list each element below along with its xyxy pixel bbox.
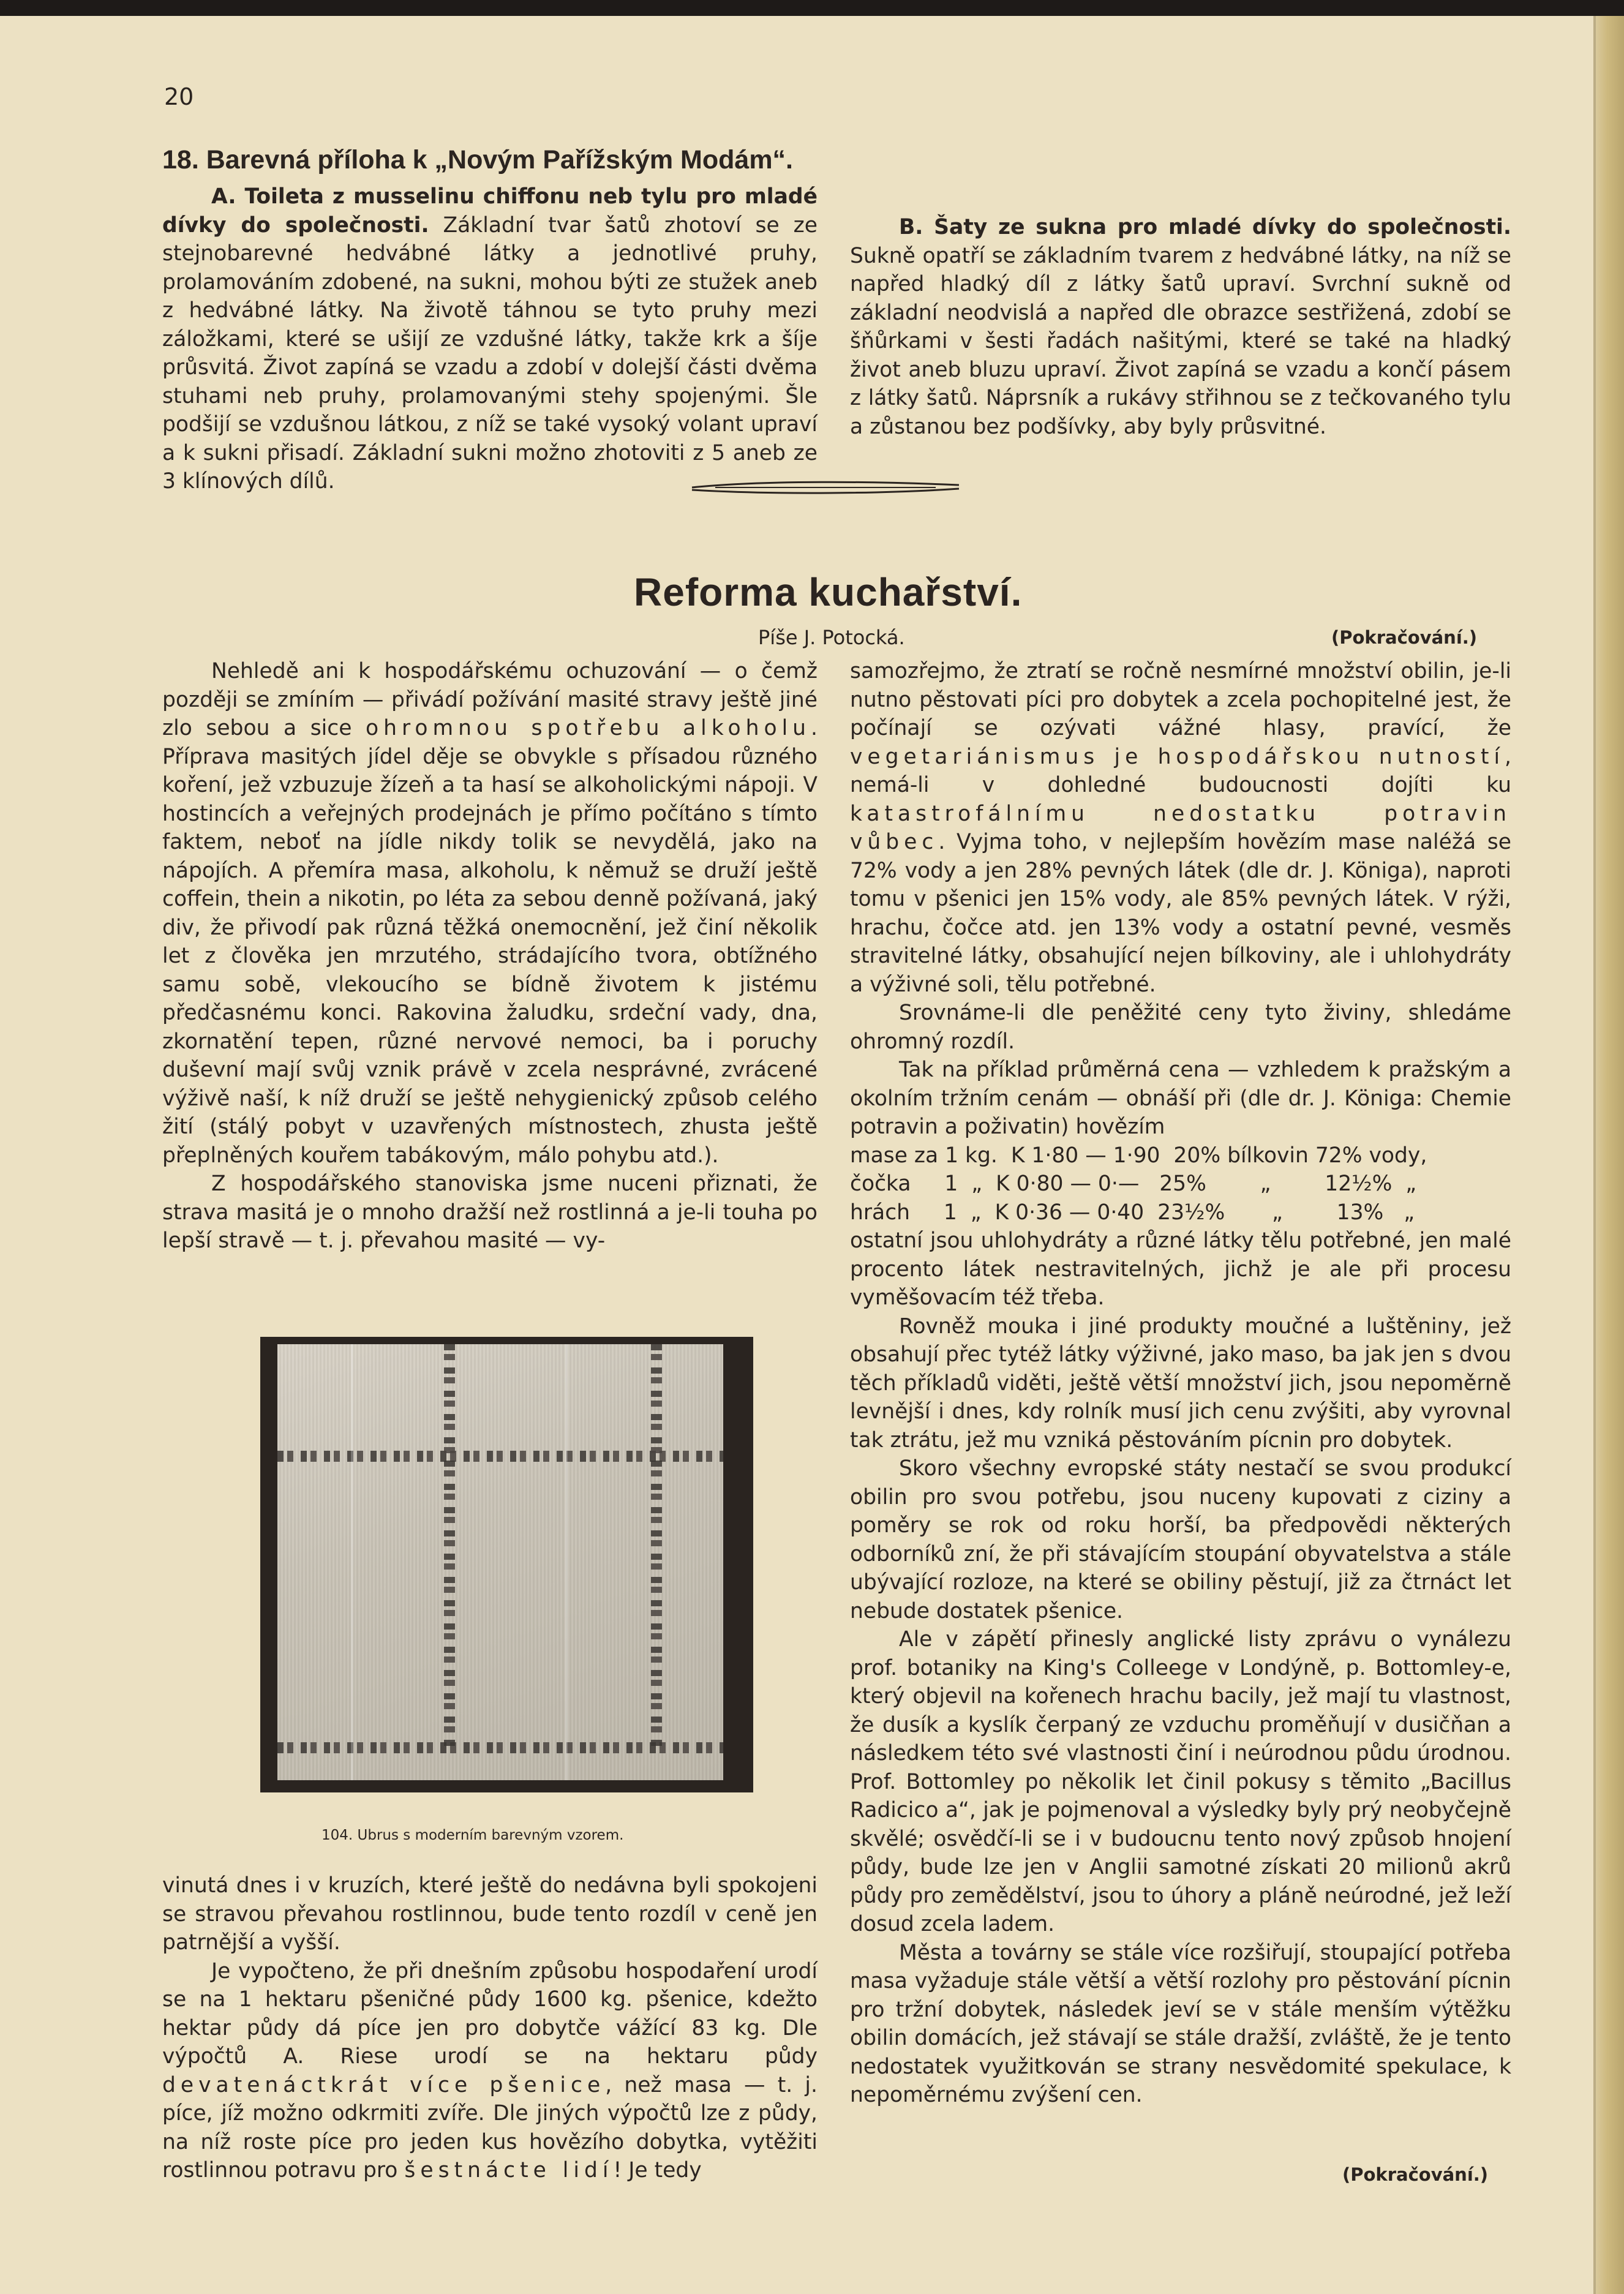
price-table-row: hrách 1 „ K 0·36 — 0·40 23½% „ 13% „ (850, 1200, 1415, 1225)
spaced-emphasis: ohromnou spotřebu alkoholu (366, 716, 811, 740)
right-paragraph-4: Rovněž mouka i jiné produkty moučné a luštěniny, jež obsahují přec tytéž látky výživné, jako maso, ba jak jen s dvou těch příkladů viděti, ještě větší množství jich, jsou nepoměrně levnější i dnes, kdy rolník musí jich cenu zvýšiti, aby vyrovnal tak ztrátu, jež mu vzniká pěstováním pícnin pro dobytek. (850, 1314, 1511, 1453)
left-paragraph-1 (162, 657, 818, 1170)
right-paragraph-7: Města a továrny se stále více rozšiřují, stoupající potřeba masa vyžaduje stále větší a větší rozlohy pro pěstování pícnin pro tržní dobytek, následek jeví se v stále menším výtěžku obilin domácích, jež stávají se stále dražší, zvláště, že je tento nedostatek využitkován se strany nesvědomité spekulace, k nepoměrnému zvýšení cen. (850, 1940, 1511, 2107)
right-paragraph-2: Srovnáme-li dle peněžité ceny tyto živiny, shledáme ohromný rozdíl. (850, 1001, 1511, 1054)
item-b-text: Sukně opatří se základním tvarem z hedvábné látky, na níž se napřed hladký díl z látky šatů upraví. Svrchní sukně od základní neodvislá a napřed dle obrazce sestřižená, zdobí se šňůrkami v šesti řadách našitými, které se také na hladký život aneb bluzu upraví. Život zapíná se vzadu a končí pásem z látky šatů. Náprsník a rukávy střihnou se z tečkovaného tylu a zůstanou bez podšívky, aby byly průsvitné. (850, 243, 1511, 439)
price-table (850, 1141, 1511, 1227)
embroidery-band (444, 1344, 455, 1748)
left-paragraph-2: Z hospodářského stanoviska jsme nuceni přiznati, že strava masitá je o mnoho dražší než rostlinná a je-li touha po lepší stravě — t. j. převahou masité — vy- (162, 1171, 818, 1253)
spaced-emphasis: katastrofálnímu nedostatku potravin vůbec (850, 801, 1511, 854)
supplement-item-a (162, 182, 818, 496)
right-paragraph-6: Ale v zápětí přinesly anglické listy zprávu o vynálezu prof. botaniky na King's Colleege v Londýně, p. Bottomley-e, který objevil na kořenech hrachu bacily, jež mají tu vlastnost, že dusík a kyslík čerpaný ze vzduchu proměňují v dusičňan a následkem této své vlastnosti činí i neúrodnou půdu úrodnou. Prof. Bottomley po několik let činil pokusy s těmito „Bacillus Radicico a“, jak je pojmenoval a výsledky byly prý neobyčejně skvělé; osvědčí-li se i v budoucnu tento nový způsob hnojení půdy, bude lze jen v Anglii samotné získati 20 milionů akrů půdy pro zemědělství, jsou to úhory a pláně neúrodné, jež leží dosud zcela ladem. (850, 1627, 1511, 1936)
text-run: Nehledě ani k hospodářskému ochuzování — o čemž později se zmíním — přivádí požívání masité stravy ještě jiné zlo sebou a sice (162, 659, 818, 740)
right-paragraph-5: Skoro všechny evropské státy nestačí se svou produkcí obilin pro svou potřebu, jsou nuceny kupovati z ciziny a poměry se rok od roku horší, ba předpovědi některých odborníků zní, že při stávajícím stoupání obyvatelstva a stále ubývající rozloze, na které se obiliny pěstují, již za čtrnáct let nebude dostatek pšenice. (850, 1456, 1511, 1623)
spaced-emphasis: šestnácte lidí (404, 2158, 614, 2183)
supplement-item-b (850, 213, 1511, 441)
tablecloth-photo (260, 1337, 753, 1792)
text-run: ! Je tedy (613, 2158, 702, 2183)
left-paragraph-3: vinutá dnes i v kruzích, které ještě do nedávna byli spokojeni se stravou převahou rostlinnou, bude tento rozdíl v ceně jen patrnější a vyšší. (162, 1873, 818, 1955)
price-table-row: čočka 1 „ K 0·80 — 0·— 25% „ 12½% „ (850, 1171, 1417, 1196)
spaced-emphasis: vegetariánismus je hospodářskou nutností (850, 744, 1505, 769)
binding-spine (1596, 16, 1624, 2294)
right-paragraph-3-end: ostatní jsou uhlohydráty a různé látky tělu potřebné, jen malé procento látek nestravitelných, jichž je ale při procesu vyměšovacím též třeba. (850, 1228, 1511, 1310)
supplement-left-column (162, 143, 818, 496)
continued-label-top: (Pokračování.) (1331, 627, 1478, 648)
right-paragraph-3: Tak na příklad průměrná cena — vzhledem k pražským a okolním tržním cenám — obnáší při (dle dr. J. Königa: Chemie potravin a poživatin) hovězím (850, 1058, 1511, 1139)
fold-line (351, 1344, 353, 1780)
continued-label-bottom: (Pokračování.) (1342, 2164, 1489, 2185)
spaced-emphasis: devatenáctkrát více pšenice (162, 2072, 606, 2097)
page-number: 20 (164, 83, 194, 110)
right-paragraph-1 (850, 657, 1511, 999)
tablecloth (277, 1344, 723, 1780)
divider-ornament (691, 476, 960, 498)
text-run: , nemá-li v dohledné budoucnosti dojíti ku (850, 744, 1511, 797)
text-run: , než masa — t. j. píce, jíž možno odkrmiti zvíře. Dle jiných výpočtů lze z půdy, na níž roste píce pro jeden kus hovězího dobytka, vytěžiti rostlinnou potravu pro (162, 2072, 818, 2183)
text-run: . Vyjma toho, v nejlepším hovězím mase naléžá se 72% vody a jen 28% pevných látek (dle dr. J. Königa), naproti tomu v pšenici jen 15% vody, ale 85% pevných látek. V rýži, hrachu, čočce atd. jen 13% vody a ostatní pevné, vesměs stravitelné látky, obsahující nejen bílkoviny, ale i uhlohydráty a výživné soli, tělu potřebné. (850, 830, 1511, 997)
price-table-row: mase za 1 kg. K 1·80 — 1·90 20% bílkovin 72% vody, (850, 1143, 1427, 1168)
supplement-right-column (850, 149, 1511, 441)
item-b-label: B. Šaty ze sukna pro mladé dívky do společnosti. (899, 215, 1511, 239)
article-byline: Píše J. Potocká. (758, 626, 905, 649)
supplement-heading: 18. Barevná příloha k „Novým Pařížským Modám“. (162, 145, 794, 175)
text-run: . Příprava masitých jídel děje se obvykle s přísadou různého koření, jež vzbuzuje žízeň a ta hasí se alkoholickými nápoji. V hostincích a veřejných prodejnách je přímo počítáno s tímto faktem, neboť na jídle nikdy tolik se nevydělá, jako na nápojích. A přemíra masa, alkoholu, k němuž se druží ještě coffein, thein a nikotin, po léta za sebou denně požívaná, jaký div, že přivodí pak různá těžká onemocnění, jež činí několik let z člověka jen mrzutého, strádajícího tvora, obtížného samu sobě, vlekoucího se bídně životem k jistému předčasnému konci. Rakovina žaludku, srdeční vady, dna, zkornatění tepen, různé nervové nemoci, ba i poruchy duševní mají svůj vznik právě v zcela nesprávné, zvrácené výživě naší, k níž druží se ještě nehygienický způsob celého žití (stálý pobyt v uzavřených místnostech, zhusta ještě přeplněných kouřem tabákovým, málo pohybu atd.). (162, 716, 818, 1168)
article-left-column (162, 657, 818, 1255)
article-right-column (850, 657, 1511, 2110)
top-border (0, 0, 1624, 16)
article-left-column-continued (162, 1871, 818, 2185)
article-title: Reforma kuchařství. (634, 570, 1023, 614)
fold-line (565, 1344, 568, 1780)
item-a-text: Základní tvar šatů zhotoví se ze stejnobarevné hedvábné látky a jednotlivé pruhy, prolamováním zdobené, na sukni, mohou býti ze stužek aneb z hedvábné látky. Na životě táhnou se tyto pruhy mezi záložkami, které se ušijí ze vzdušné látky, takže krk a šíje průsvitá. Život zapíná se vzadu a zdobí v dolejší části dvěma stuhami neb pruhy, prolamovanými stehy spojenými. Šle podšijí se vzdušnou látkou, z níž se také vysoký volant upraví a k sukni přisadí. Základní sukni možno zhotoviti z 5 aneb ze 3 klínových dílů. (162, 212, 818, 494)
figure-caption: 104. Ubrus s moderním barevným vzorem. (321, 1827, 624, 1843)
item-a-label: A. Toileta z musselinu chiffonu neb tylu pro mladé dívky do společnosti. (162, 184, 818, 238)
text-run: samozřejmo, že ztratí se ročně nesmírné množství obilin, je-li nutno pěstovati píci pro dobytek a zcela pochopitelné jest, že počínají se ozývati vážné hlasy, pravící, že (850, 659, 1511, 740)
embroidery-band (651, 1344, 662, 1748)
text-run: Je vypočteno, že při dnešním způsobu hospodaření urodí se na 1 hektaru pšeničné půdy 1600 kg. pšenice, kdežto hektar půdy dá píce jen pro dobytče vážící 83 kg. Dle výpočtů A. Riese urodí se na hektaru půdy (162, 1958, 818, 2069)
left-paragraph-4 (162, 1957, 818, 2185)
